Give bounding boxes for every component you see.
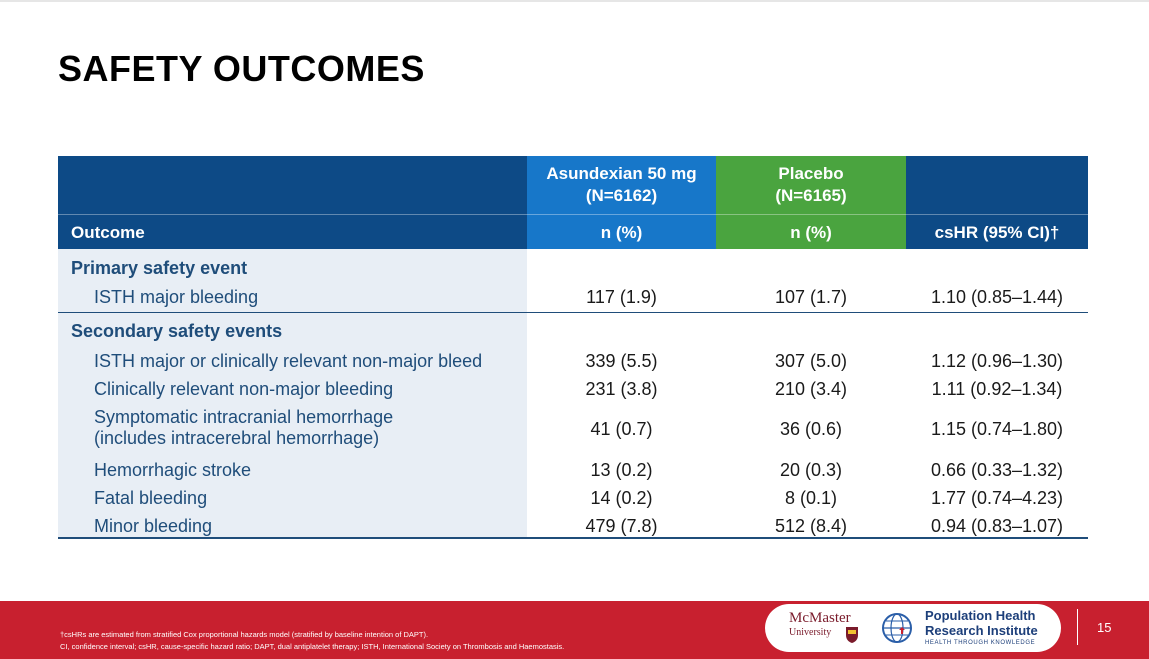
outcome-label-line1: Symptomatic intracranial hemorrhage: [94, 407, 394, 427]
outcome-label: ISTH major bleeding: [94, 287, 259, 307]
page-title: SAFETY OUTCOMES: [58, 48, 425, 89]
table-row: [58, 407, 1088, 455]
mcmaster-wordmark: McMaster: [789, 610, 851, 626]
asundexian-column-header: [527, 156, 716, 249]
phri-tagline: HEALTH THROUGH KNOWLEDGE: [925, 640, 1036, 646]
table-bottom-rule: [58, 537, 1088, 539]
outcome-label-line2: (includes intracerebral hemorrhage): [94, 428, 380, 448]
section-header: [58, 321, 1088, 345]
placebo-value: 107 (1.7): [774, 287, 848, 307]
table-row: [58, 379, 1088, 403]
placebo-value: 36 (0.6): [779, 419, 843, 439]
footnote-1: †csHRs are estimated from stratified Cox proportional hazards model (stratified by baseline intention of DAPT).: [60, 630, 429, 639]
cshr-value: 1.10 (0.85–1.44): [930, 287, 1064, 307]
outcome-label: [94, 407, 393, 449]
cshr-value: 1.12 (0.96–1.30): [930, 351, 1064, 371]
outcome-subheader: Outcome: [58, 214, 527, 250]
asundexian-group-line1: Asundexian 50 mg: [546, 164, 697, 183]
table-row: [58, 516, 1088, 538]
table-row: [58, 351, 1088, 375]
outcome-label: Clinically relevant non-major bleeding: [94, 379, 394, 399]
outcome-label: Fatal bleeding: [94, 488, 208, 508]
placebo-value: 8 (0.1): [784, 488, 838, 508]
outcome-column-header: [58, 156, 527, 249]
asundexian-value: 339 (5.5): [585, 351, 658, 371]
asundexian-value: 41 (0.7): [590, 419, 653, 439]
placebo-group-line1: Placebo: [778, 164, 844, 183]
placebo-value: 307 (5.0): [774, 351, 848, 371]
cshr-value: 1.11 (0.92–1.34): [931, 379, 1063, 399]
phri-name-line1: Population Health: [925, 608, 1036, 623]
cshr-value: 1.77 (0.74–4.23): [930, 488, 1064, 508]
outcome-label: Minor bleeding: [94, 516, 213, 536]
footer-divider: [1077, 609, 1078, 645]
mcmaster-university-label: University: [789, 627, 832, 638]
top-rule: [0, 0, 1149, 2]
mcmaster-crest-icon: [845, 626, 859, 644]
table-row: [58, 287, 1088, 311]
phri-name-line2: Research Institute: [925, 623, 1038, 638]
cshr-value: 0.94 (0.83–1.07): [930, 516, 1064, 536]
placebo-group-line2: (N=6165): [775, 186, 847, 205]
placebo-value: 20 (0.3): [779, 460, 843, 480]
asundexian-value: 13 (0.2): [590, 460, 653, 480]
footnote-2: CI, confidence interval; csHR, cause-specific hazard ratio; DAPT, dual antiplatelet therapy; ISTH, International Society on Thrombosis and Haemostasis.: [60, 642, 565, 651]
asundexian-value: 231 (3.8): [585, 379, 658, 399]
section-divider: [58, 312, 1088, 313]
table-row: [58, 460, 1088, 484]
cshr-value: 1.15 (0.74–1.80): [930, 419, 1064, 439]
safety-outcomes-table: [58, 156, 1088, 539]
asundexian-value: 14 (0.2): [590, 488, 653, 508]
cshr-column-header: [906, 156, 1088, 249]
asundexian-value: 479 (7.8): [585, 516, 658, 536]
asundexian-group-line2: (N=6162): [585, 186, 658, 205]
asundexian-value: 117 (1.9): [586, 287, 657, 307]
section-header: [58, 258, 1088, 282]
table-row: [58, 488, 1088, 512]
section-label-secondary: Secondary safety events: [71, 321, 283, 341]
table-body: [58, 249, 1088, 539]
asundexian-subheader: n (%): [527, 214, 716, 250]
asundexian-group-label: [527, 163, 716, 207]
cshr-value: 0.66 (0.33–1.32): [930, 460, 1064, 480]
page-number: 15: [1097, 620, 1112, 635]
placebo-value: 210 (3.4): [774, 379, 848, 399]
placebo-value: 512 (8.4): [774, 516, 848, 536]
logo-panel: [765, 604, 1061, 652]
section-label-primary: Primary safety event: [71, 258, 248, 278]
table-header: [58, 156, 1088, 249]
placebo-group-label: [716, 163, 906, 207]
globe-icon: [881, 612, 913, 644]
outcome-label: Hemorrhagic stroke: [94, 460, 252, 480]
placebo-subheader: n (%): [716, 214, 906, 250]
outcome-label: ISTH major or clinically relevant non-major bleed: [94, 351, 483, 371]
cshr-subheader: csHR (95% CI)†: [906, 214, 1088, 250]
placebo-column-header: [716, 156, 906, 249]
